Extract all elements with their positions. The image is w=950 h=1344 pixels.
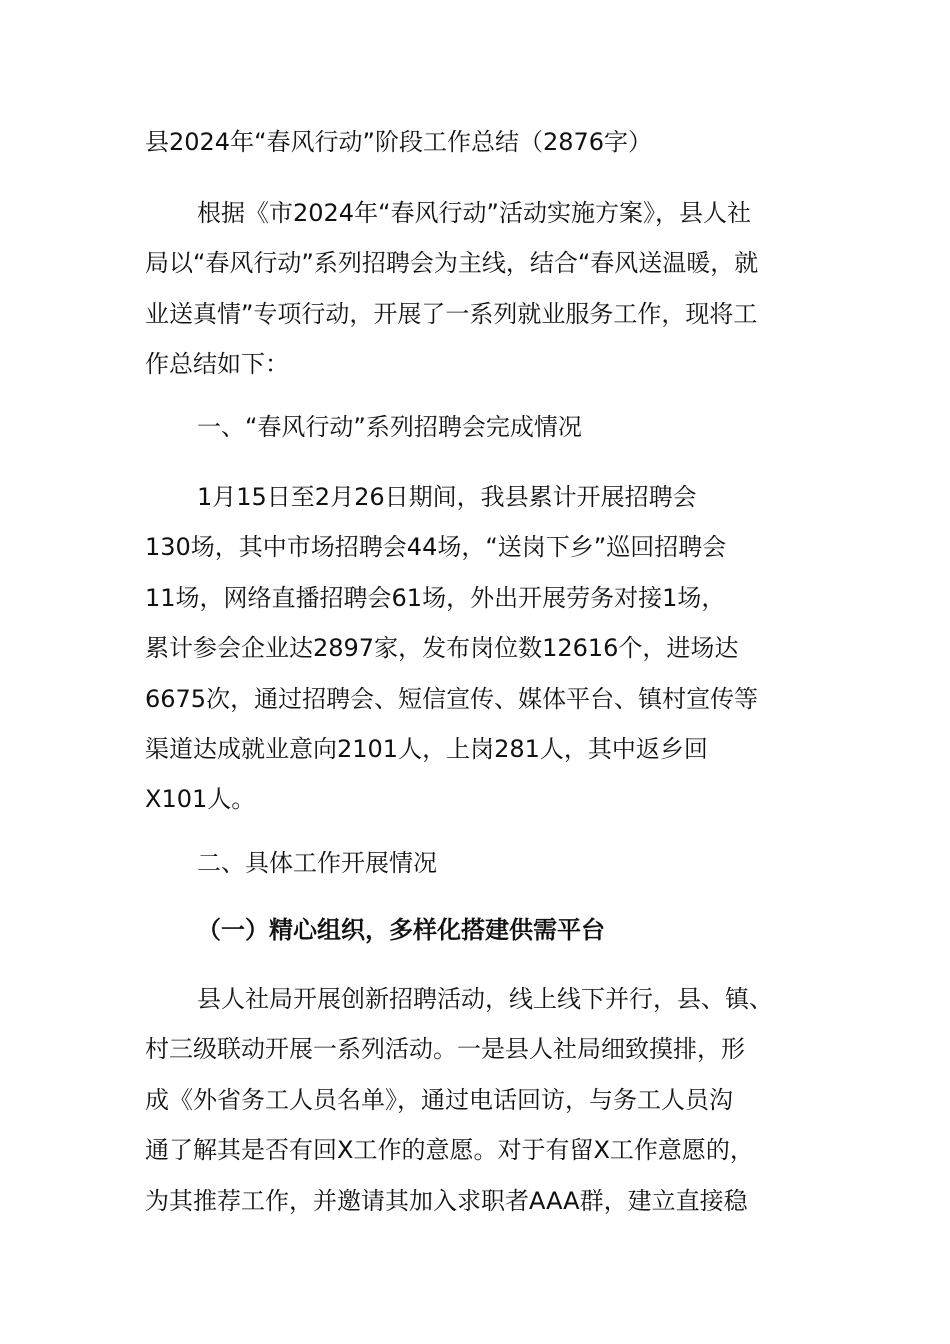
paragraph-line: 130场，其中市场招聘会44场，“送岗下乡”巡回招聘会	[145, 533, 727, 562]
paragraph-line: 村三级联动开展一系列活动。一是县人社局细致摸排，形	[145, 1035, 745, 1064]
paragraph-line: 11场，网络直播招聘会61场，外出开展劳务对接1场，	[145, 583, 726, 612]
section-heading-2: 二、具体工作开展情况	[197, 849, 437, 877]
paragraph-line: 局以“春风行动”系列招聘会为主线，结合“春风送温暖，就	[145, 249, 759, 278]
paragraph-line: 累计参会企业达2897家，发布岗位数12616个，进场达	[145, 634, 739, 663]
subsection1-paragraph	[145, 974, 835, 1226]
paragraph-line: 渠道达成就业意向2101人，上岗281人，其中返乡回	[145, 734, 708, 763]
section-heading-1: 一、“春风行动”系列招聘会完成情况	[197, 413, 582, 441]
paragraph-line: 1月15日至2月26日期间，我县累计开展招聘会	[197, 483, 697, 511]
subsection-heading-1: （一）精心组织，多样化搭建供需平台	[197, 916, 605, 944]
paragraph-line: 通了解其是否有回X工作的意愿。对于有留X工作意愿的，	[145, 1136, 754, 1165]
paragraph-line: 根据《市2024年“春风行动”活动实施方案》，县人社	[197, 199, 751, 227]
document-title: 县2024年“春风行动”阶段工作总结（2876字）	[145, 128, 653, 156]
paragraph-line: 县人社局开展创新招聘活动，线上线下并行，县、镇、	[197, 985, 773, 1013]
paragraph-line: 成《外省务工人员名单》，通过电话回访，与务工人员沟	[145, 1085, 733, 1114]
paragraph-line: X101人。	[145, 785, 256, 814]
paragraph-line: 业送真情”专项行动，开展了一系列就业服务工作，现将工	[145, 299, 758, 328]
paragraph-line: 为其推荐工作，并邀请其加入求职者AAA群，建立直接稳	[145, 1186, 748, 1215]
section1-paragraph	[145, 472, 835, 825]
paragraph-line: 6675次，通过招聘会、短信宣传、媒体平台、镇村宣传等	[145, 684, 759, 713]
intro-paragraph	[145, 188, 835, 390]
paragraph-line: 作总结如下：	[145, 350, 289, 379]
